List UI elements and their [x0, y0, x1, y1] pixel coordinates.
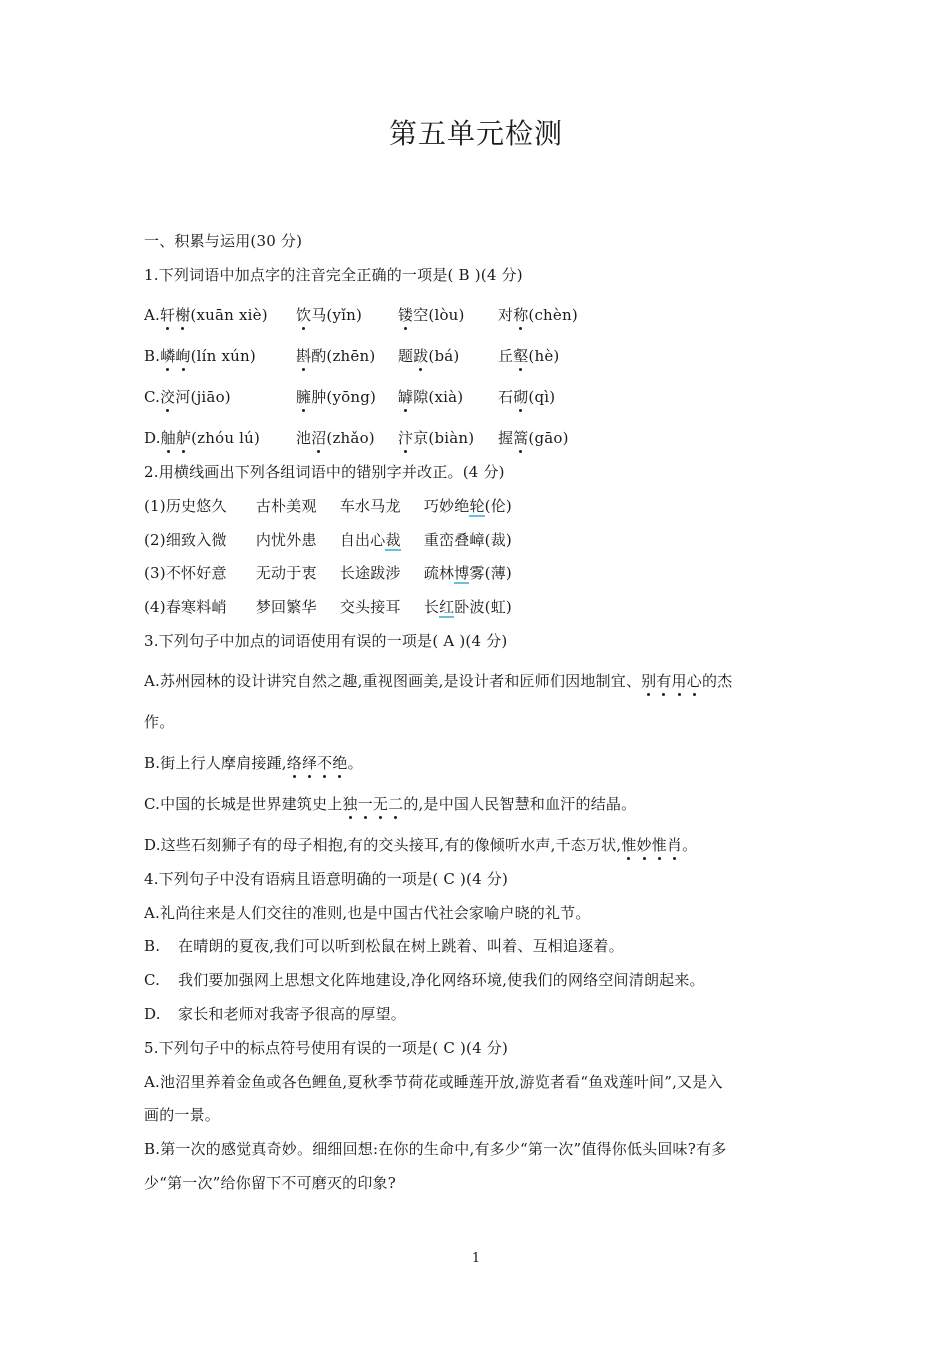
underlined-error: 轮: [469, 497, 485, 515]
question-5-option-b-cont: 少“第一次”给你留下不可磨灭的印象?: [144, 1174, 396, 1192]
question-3-option-b: B.街上行人摩肩接踵,络绎不绝。: [144, 754, 363, 772]
question-3-option-d: D.这些石刻狮子有的母子相抱,有的交头接耳,有的像倾听水声,千态万状,惟妙惟肖。: [144, 836, 698, 854]
question-4-option-d: D. 家长和老师对我寄予很高的厚望。: [144, 1005, 407, 1023]
question-5-option-a-cont: 画的一景。: [144, 1106, 221, 1124]
question-2-row-4: (4)春寒料峭 梦回繁华 交头接耳 长红卧波(虹): [144, 598, 512, 616]
section-heading: 一、积累与运用(30 分): [144, 232, 303, 250]
question-3-option-a: A.苏州园林的设计讲究自然之趣,重视图画美,是设计者和匠师们因地制宜、别有用心的杰: [144, 672, 733, 690]
question-5-option-b: B.第一次的感觉真奇妙。细细回想:在你的生命中,有多少“第一次”值得你低头回味?有多: [144, 1140, 727, 1158]
question-2-row-1: (1)历史悠久 古朴美观 车水马龙 巧妙绝轮(伦): [144, 497, 512, 515]
question-1-option-b: B.嶙峋(lín xún) 斟酌(zhēn) 题跋(bá) 丘壑(hè): [144, 347, 560, 365]
page-title: 第五单元检测: [388, 117, 563, 150]
underlined-error: 红: [439, 598, 455, 616]
page-number: 1: [471, 1251, 481, 1266]
question-3-stem: 3.下列句子中加点的词语使用有误的一项是( A )(4 分): [144, 632, 508, 650]
question-4-option-a: A.礼尚往来是人们交往的准则,也是中国古代社会家喻户晓的礼节。: [144, 904, 591, 922]
question-1-option-d: D.舳舻(zhóu lú) 池沼(zhǎo) 汴京(biàn) 握篙(gāo): [144, 429, 569, 447]
question-3-option-a-cont: 作。: [144, 713, 175, 731]
question-4-stem: 4.下列句子中没有语病且语意明确的一项是( C )(4 分): [144, 870, 509, 888]
question-1-option-a: A.轩榭(xuān xiè) 饮马(yǐn) 镂空(lòu) 对称(chèn): [144, 306, 578, 324]
question-1-stem: 1.下列词语中加点字的注音完全正确的一项是( B )(4 分): [144, 266, 523, 284]
question-2-row-2: (2)细致入微 内忧外患 自出心裁 重峦叠嶂(裁): [144, 531, 512, 549]
question-4-option-b: B. 在晴朗的夏夜,我们可以听到松鼠在树上跳着、叫着、互相追逐着。: [144, 937, 624, 955]
question-1-option-c: C.洨河(jiāo) 臃肿(yōng) 罅隙(xià) 石砌(qì): [144, 388, 556, 406]
question-3-option-c: C.中国的长城是世界建筑史上独一无二的,是中国人民智慧和血汗的结晶。: [144, 795, 637, 813]
question-2-row-3: (3)不怀好意 无动于衷 长途跋涉 疏林博雾(薄): [144, 564, 512, 582]
question-5-stem: 5.下列句子中的标点符号使用有误的一项是( C )(4 分): [144, 1039, 509, 1057]
question-5-option-a: A.池沼里养着金鱼或各色鲤鱼,夏秋季节荷花或睡莲开放,游览者看“鱼戏莲叶间”,又是入: [144, 1073, 723, 1091]
question-4-option-c: C. 我们要加强网上思想文化阵地建设,净化网络环境,使我们的网络空间清朗起来。: [144, 971, 705, 989]
underlined-error: 博: [454, 564, 470, 582]
underlined-error: 裁: [385, 531, 401, 549]
question-2-stem: 2.用横线画出下列各组词语中的错别字并改正。(4 分): [144, 463, 505, 481]
